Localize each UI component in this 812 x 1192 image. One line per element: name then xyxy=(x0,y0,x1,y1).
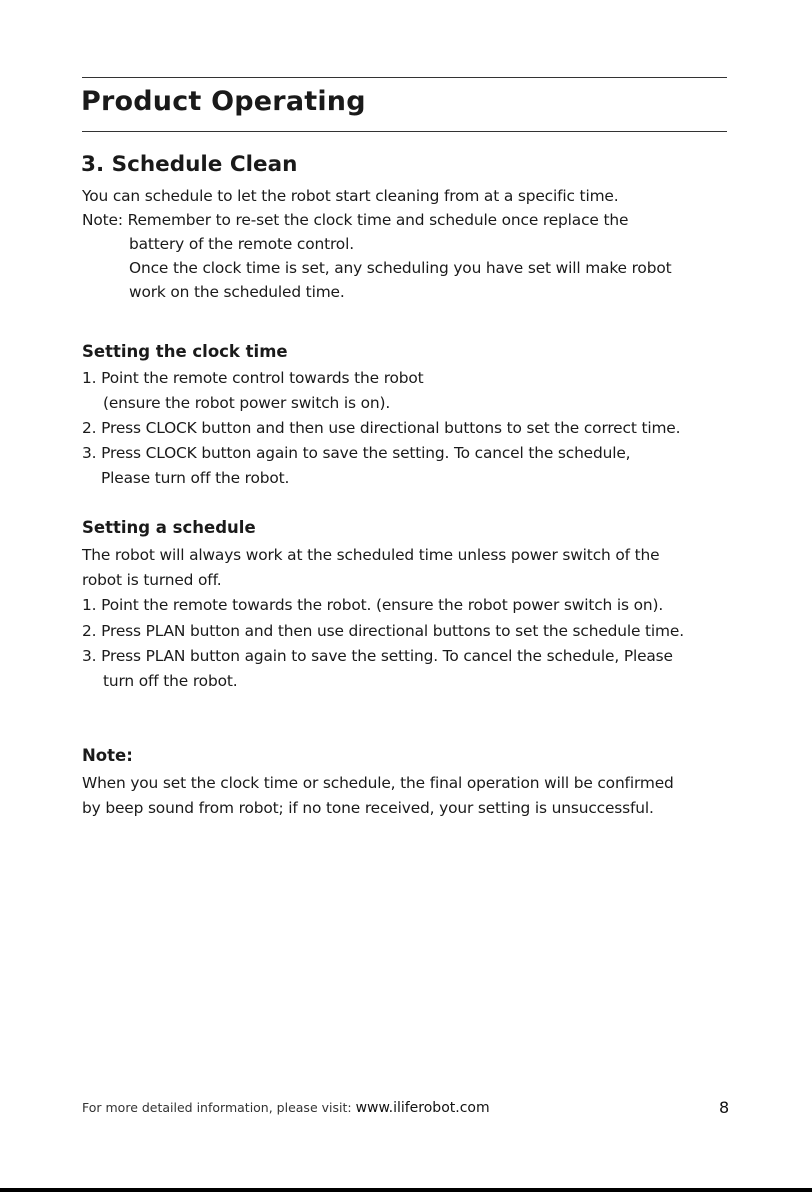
schedule-line: turn off the robot. xyxy=(103,672,238,690)
schedule-line: The robot will always work at the scheduled time unless power switch of the xyxy=(82,546,660,564)
page-number: 8 xyxy=(719,1098,730,1117)
clock-heading: Setting the clock time xyxy=(82,342,288,361)
page-header-title: Product Operating xyxy=(81,86,366,117)
note-line: battery of the remote control. xyxy=(129,235,354,253)
clock-step: Please turn off the robot. xyxy=(101,469,290,487)
schedule-line: 3. Press PLAN button again to save the setting. To cancel the schedule, Please xyxy=(82,647,673,665)
schedule-line: robot is turned off. xyxy=(82,571,222,589)
header-rule xyxy=(82,131,727,132)
schedule-line: 1. Point the remote towards the robot. (ensure the robot power switch is on). xyxy=(82,596,664,614)
section-title: 3. Schedule Clean xyxy=(81,152,298,177)
note-line: Note: Remember to re-set the clock time and schedule once replace the xyxy=(82,211,629,229)
note-line: by beep sound from robot; if no tone received, your setting is unsuccessful. xyxy=(82,799,654,817)
note-heading: Note: xyxy=(82,746,133,765)
note-line: work on the scheduled time. xyxy=(129,283,345,301)
footer-url-link[interactable]: www.iliferobot.com xyxy=(355,1100,490,1116)
clock-step: 3. Press CLOCK button again to save the setting. To cancel the schedule, xyxy=(82,444,631,462)
clock-step: (ensure the robot power switch is on). xyxy=(103,394,391,412)
note-line: Once the clock time is set, any scheduling you have set will make robot xyxy=(129,259,672,277)
footer-text: For more detailed information, please visit: xyxy=(82,1100,356,1115)
schedule-heading: Setting a schedule xyxy=(82,518,256,537)
footer xyxy=(82,1100,490,1116)
schedule-line: 2. Press PLAN button and then use directional buttons to set the schedule time. xyxy=(82,622,684,640)
top-rule xyxy=(82,77,727,78)
clock-step: 1. Point the remote control towards the robot xyxy=(82,369,424,387)
intro-line: You can schedule to let the robot start cleaning from at a specific time. xyxy=(82,187,619,205)
note-line: When you set the clock time or schedule, the final operation will be confirmed xyxy=(82,774,674,792)
clock-step: 2. Press CLOCK button and then use directional buttons to set the correct time. xyxy=(82,419,681,437)
bottom-edge-bar xyxy=(0,1188,812,1192)
